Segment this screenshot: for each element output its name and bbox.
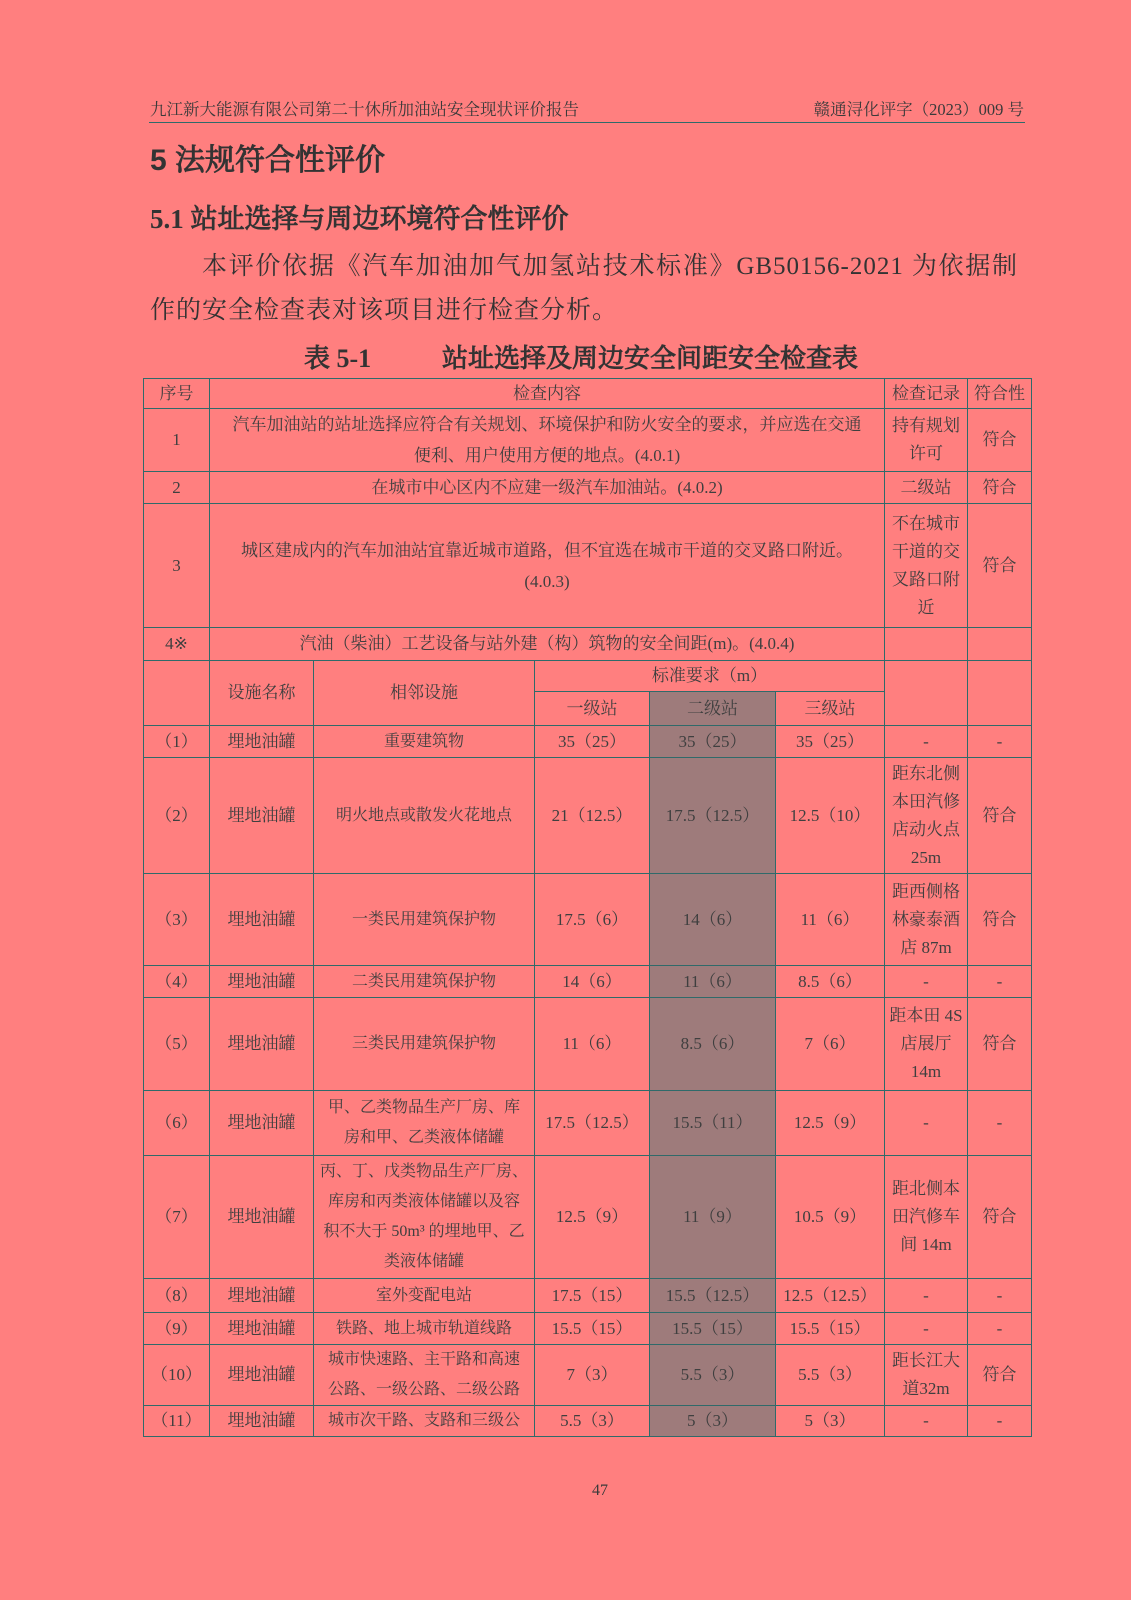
body-paragraph: 本评价依据《汽车加油加气加氢站技术标准》GB50156-2021 为依据制作的安全检查表对该项目进行检查分析。: [150, 253, 1018, 324]
level1-distance-cell: 15.5（15）: [535, 1313, 650, 1345]
check-record-cell: 二级站: [885, 472, 968, 504]
facility-cell: 埋地油罐: [210, 1156, 314, 1279]
conformity-cell: 符合: [968, 472, 1032, 504]
safety-check-table: [143, 378, 1032, 1437]
conformity-cell: -: [968, 1313, 1032, 1345]
empty-cell: [144, 661, 210, 726]
empty-cell: [885, 661, 968, 726]
sub-header-standard: 标准要求（m）: [535, 661, 885, 692]
check-record-cell: -: [885, 966, 968, 998]
level3-distance-cell: 8.5（6）: [776, 966, 885, 998]
level3-distance-cell: 35（25）: [776, 726, 885, 758]
table-row: [144, 1313, 1032, 1345]
header-conformity: 符合性: [968, 379, 1032, 409]
level2-distance-cell: 11（9）: [650, 1156, 776, 1279]
adjacent-facility-cell: 三类民用建筑保护物: [314, 998, 535, 1091]
level3-distance-cell: 12.5（9）: [776, 1091, 885, 1156]
check-record-cell: 距长江大道32m: [885, 1345, 968, 1406]
adjacent-facility-cell: 重要建筑物: [314, 726, 535, 758]
check-content-cell: 城区建成内的汽车加油站宜靠近城市道路，但不宜选在城市干道的交叉路口附近。 (4.0.3): [210, 504, 885, 628]
check-record-cell: -: [885, 1406, 968, 1437]
serial-cell: （8）: [144, 1279, 210, 1313]
conformity-cell: -: [968, 726, 1032, 758]
subsection-heading: 5.1 站址选择与周边环境符合性评价: [150, 204, 569, 234]
adjacent-facility-cell: 城市次干路、支路和三级公: [314, 1406, 535, 1437]
serial-cell: （9）: [144, 1313, 210, 1345]
check-record-cell: -: [885, 1279, 968, 1313]
header-rule: [149, 122, 1025, 123]
table-row: [144, 998, 1032, 1091]
table-row: [144, 472, 1032, 504]
check-content-cell: 在城市中心区内不应建一级汽车加油站。(4.0.2): [210, 472, 885, 504]
level1-distance-cell: 7（3）: [535, 1345, 650, 1406]
table-row: [144, 628, 1032, 661]
table-row: [144, 1345, 1032, 1406]
serial-cell: （3）: [144, 874, 210, 966]
conformity-cell: 符合: [968, 1345, 1032, 1406]
conformity-cell: -: [968, 1279, 1032, 1313]
facility-cell: 埋地油罐: [210, 1279, 314, 1313]
facility-cell: 埋地油罐: [210, 1406, 314, 1437]
serial-cell: （5）: [144, 998, 210, 1091]
adjacent-facility-cell: 一类民用建筑保护物: [314, 874, 535, 966]
table-row: [144, 409, 1032, 472]
sub-header-adjacent: 相邻设施: [314, 661, 535, 726]
level1-distance-cell: 17.5（6）: [535, 874, 650, 966]
table-row: [144, 966, 1032, 998]
adjacent-facility-cell: 甲、乙类物品生产厂房、库 房和甲、乙类液体储罐: [314, 1091, 535, 1156]
level3-distance-cell: 15.5（15）: [776, 1313, 885, 1345]
conformity-cell: [968, 628, 1032, 661]
sub-header-level2: 二级站: [650, 692, 776, 726]
check-content-cell: 汽油（柴油）工艺设备与站外建（构）筑物的安全间距(m)。(4.0.4): [210, 628, 885, 661]
conformity-cell: -: [968, 1406, 1032, 1437]
facility-cell: 埋地油罐: [210, 966, 314, 998]
level2-distance-cell: 5（3）: [650, 1406, 776, 1437]
check-content-cell: 汽车加油站的站址选择应符合有关规划、环境保护和防火安全的要求，并应选在交通 便利、用户使用方便的地点。(4.0.1): [210, 409, 885, 472]
conformity-cell: 符合: [968, 409, 1032, 472]
facility-cell: 埋地油罐: [210, 1313, 314, 1345]
level1-distance-cell: 11（6）: [535, 998, 650, 1091]
table-row: [144, 874, 1032, 966]
serial-cell: 2: [144, 472, 210, 504]
level1-distance-cell: 35（25）: [535, 726, 650, 758]
facility-cell: 埋地油罐: [210, 998, 314, 1091]
sub-header-row: [144, 661, 1032, 692]
facility-cell: 埋地油罐: [210, 1091, 314, 1156]
level3-distance-cell: 12.5（12.5）: [776, 1279, 885, 1313]
running-header-report-number: 赣通浔化评字（2023）009 号: [813, 100, 1024, 119]
adjacent-facility-cell: 室外变配电站: [314, 1279, 535, 1313]
serial-cell: （4）: [144, 966, 210, 998]
section-heading: 5 法规符合性评价: [150, 144, 386, 177]
serial-cell: （2）: [144, 758, 210, 874]
level2-distance-cell: 15.5（12.5）: [650, 1279, 776, 1313]
conformity-cell: 符合: [968, 998, 1032, 1091]
level2-distance-cell: 15.5（15）: [650, 1313, 776, 1345]
sub-header-facility: 设施名称: [210, 661, 314, 726]
facility-cell: 埋地油罐: [210, 874, 314, 966]
serial-cell: （7）: [144, 1156, 210, 1279]
level1-distance-cell: 12.5（9）: [535, 1156, 650, 1279]
level2-distance-cell: 35（25）: [650, 726, 776, 758]
check-record-cell: 距本田 4S 店展厅 14m: [885, 998, 968, 1091]
table-row: [144, 504, 1032, 628]
serial-cell: （6）: [144, 1091, 210, 1156]
level3-distance-cell: 12.5（10）: [776, 758, 885, 874]
table-row: [144, 726, 1032, 758]
serial-cell: 3: [144, 504, 210, 628]
serial-cell: （1）: [144, 726, 210, 758]
table-row: [144, 1406, 1032, 1437]
conformity-cell: 符合: [968, 504, 1032, 628]
level3-distance-cell: 10.5（9）: [776, 1156, 885, 1279]
table-row: [144, 1156, 1032, 1279]
conformity-cell: -: [968, 1091, 1032, 1156]
serial-cell: （10）: [144, 1345, 210, 1406]
level2-distance-cell: 15.5（11）: [650, 1091, 776, 1156]
level1-distance-cell: 21（12.5）: [535, 758, 650, 874]
level1-distance-cell: 17.5（12.5）: [535, 1091, 650, 1156]
level3-distance-cell: 11（6）: [776, 874, 885, 966]
check-record-cell: -: [885, 1091, 968, 1156]
check-record-cell: 距北侧本田汽修车间 14m: [885, 1156, 968, 1279]
serial-cell: （11）: [144, 1406, 210, 1437]
header-record: 检查记录: [885, 379, 968, 409]
adjacent-facility-cell: 明火地点或散发火花地点: [314, 758, 535, 874]
level3-distance-cell: 5.5（3）: [776, 1345, 885, 1406]
adjacent-facility-cell: 丙、丁、戊类物品生产厂房、 库房和丙类液体储罐以及容 积不大于 50m³ 的埋地甲、乙 类液体储罐: [314, 1156, 535, 1279]
table-header-row: [144, 379, 1032, 409]
page-number: 47: [592, 1482, 608, 1499]
facility-cell: 埋地油罐: [210, 726, 314, 758]
table-row: [144, 1279, 1032, 1313]
facility-cell: 埋地油罐: [210, 758, 314, 874]
header-serial: 序号: [144, 379, 210, 409]
check-record-cell: 距西侧格林豪泰酒店 87m: [885, 874, 968, 966]
table-number: 表 5-1: [304, 344, 372, 373]
check-record-cell: 不在城市干道的交叉路口附近: [885, 504, 968, 628]
level2-distance-cell: 5.5（3）: [650, 1345, 776, 1406]
conformity-cell: 符合: [968, 1156, 1032, 1279]
sub-header-level1: 一级站: [535, 692, 650, 726]
adjacent-facility-cell: 铁路、地上城市轨道线路: [314, 1313, 535, 1345]
empty-cell: [968, 661, 1032, 726]
level3-distance-cell: 5（3）: [776, 1406, 885, 1437]
sub-header-level3: 三级站: [776, 692, 885, 726]
table-title: 站址选择及周边安全间距安全检查表: [442, 344, 859, 373]
check-record-cell: 距东北侧本田汽修店动火点25m: [885, 758, 968, 874]
level1-distance-cell: 5.5（3）: [535, 1406, 650, 1437]
adjacent-facility-cell: 城市快速路、主干路和高速 公路、一级公路、二级公路: [314, 1345, 535, 1406]
check-record-cell: [885, 628, 968, 661]
adjacent-facility-cell: 二类民用建筑保护物: [314, 966, 535, 998]
level2-distance-cell: 14（6）: [650, 874, 776, 966]
check-record-cell: -: [885, 1313, 968, 1345]
check-record-cell: -: [885, 726, 968, 758]
level2-distance-cell: 8.5（6）: [650, 998, 776, 1091]
level2-distance-cell: 11（6）: [650, 966, 776, 998]
conformity-cell: -: [968, 966, 1032, 998]
level1-distance-cell: 17.5（15）: [535, 1279, 650, 1313]
facility-cell: 埋地油罐: [210, 1345, 314, 1406]
serial-cell: 4※: [144, 628, 210, 661]
level1-distance-cell: 14（6）: [535, 966, 650, 998]
serial-cell: 1: [144, 409, 210, 472]
table-row: [144, 1091, 1032, 1156]
running-header-title: 九江新大能源有限公司第二十休所加油站安全现状评价报告: [150, 100, 579, 119]
level3-distance-cell: 7（6）: [776, 998, 885, 1091]
conformity-cell: 符合: [968, 874, 1032, 966]
header-content: 检查内容: [210, 379, 885, 409]
table-row: [144, 758, 1032, 874]
level2-distance-cell: 17.5（12.5）: [650, 758, 776, 874]
check-record-cell: 持有规划许可: [885, 409, 968, 472]
conformity-cell: 符合: [968, 758, 1032, 874]
